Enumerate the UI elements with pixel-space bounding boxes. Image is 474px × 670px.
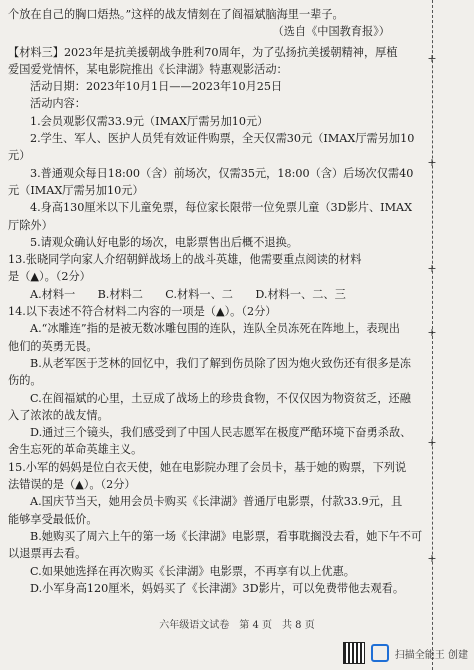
option-a: A.“冰雕连”指的是被无数冰雕包围的连队，连队全员冻死在阵地上，表现出: [30, 322, 400, 336]
scanner-label: 扫描全能王 创建: [394, 649, 468, 661]
exam-text: [8, 6, 426, 597]
rule-item: 5.请观众确认好电影的场次，电影票售出后概不退换。: [30, 235, 298, 249]
scanner-logo-icon: [371, 644, 389, 662]
text-line: 个放在自己的胸口焐热。”这样的战友情刻在了阎福斌脑海里一辈子。: [8, 8, 344, 21]
option-cont: 舍生忘死的革命英雄主义。: [8, 443, 143, 457]
option-c: C.如果她选择在再次购买《长津湖》电影票，不再享有以上优惠。: [30, 564, 355, 578]
margin-mark: +: [427, 552, 437, 565]
rule-item: 1.会员观影仅需33.9元（IMAX厅需另加10元）: [30, 114, 269, 128]
option-cont: 能够享受最低价。: [8, 512, 98, 526]
binding-margin-marks: [427, 0, 439, 670]
margin-mark: +: [427, 156, 437, 169]
option-cont: 入了浓浓的战友情。: [8, 408, 109, 422]
scanner-watermark: [343, 642, 468, 664]
rule-item-cont: 厅除外）: [8, 218, 53, 232]
qr-code-icon: [343, 642, 365, 664]
rule-item-cont: 元）: [8, 149, 31, 163]
option-a: A.国庆节当天，她用会员卡购买《长津湖》普通厅电影票，付款33.9元，且: [30, 495, 403, 509]
option-b: B.从老军医于芝林的回忆中，我们了解到伤员除了因为炮火致伤还有很多是冻: [30, 356, 411, 370]
option-d: D.小军身高120厘米，妈妈买了《长津湖》3D影片，可以免费带他去观看。: [30, 581, 405, 595]
source-citation: （选自《中国教育报》）: [272, 25, 390, 39]
question-15-cont: 法错误的是（▲）。（2分）: [8, 478, 136, 492]
option-cont: 他们的英勇无畏。: [8, 339, 98, 353]
material-three-heading: 【材料三】2023年是抗美援朝战争胜利70周年，为了弘扬抗美援朝精神，厚植: [8, 45, 398, 59]
option-c: C.在阎福斌的心里，土豆成了战场上的珍贵食物，不仅仅因为物资贫乏，还融: [30, 391, 411, 405]
margin-mark: +: [427, 326, 437, 339]
rule-item: 3.普通观众每日18:00（含）前场次，仅需35元，18:00（含）后场次仅需40: [30, 166, 414, 180]
question-13-options: A.材料一 B.材料二 C.材料一、二 D.材料一、二、三: [30, 287, 346, 301]
rule-item: 4.身高130厘米以下儿童免票，每位家长限带一位免票儿童（3D影片、IMAX: [30, 201, 413, 215]
rule-item: 2.学生、军人、医护人员凭有效证件购票，全天仅需30元（IMAX厅需另加10: [30, 132, 415, 146]
question-15: 15.小军的妈妈是位白衣天使，她在电影院办理了会员卡，基于她的购票，下列说: [8, 460, 407, 474]
rule-item-cont: 元（IMAX厅需另加10元）: [8, 183, 144, 197]
margin-mark: +: [427, 262, 437, 275]
activity-content-label: 活动内容：: [30, 97, 86, 111]
option-cont: 伤的。: [8, 374, 42, 388]
question-13-cont: 是（▲）。（2分）: [8, 270, 91, 284]
option-b: B.她购买了周六上午的第一场《长津湖》电影票，看事耽搁没去看，她下午不可: [30, 529, 423, 543]
option-cont: 以退票再去看。: [8, 547, 87, 561]
activity-date: 活动日期：2023年10月1日——2023年10月25日: [30, 80, 283, 94]
margin-mark: +: [427, 52, 437, 65]
question-14: 14.以下表述不符合材料二内容的一项是（▲）。（2分）: [8, 305, 277, 319]
margin-mark: +: [427, 436, 437, 449]
text-line: 爱国爱党情怀，某电影院推出《长津湖》特惠观影活动：: [8, 62, 288, 76]
question-13: 13.张晓同学向家人介绍朝鲜战场上的战斗英雄，他需要重点阅读的材料: [8, 253, 362, 267]
page-footer: 六年级语文试卷 第 4 页 共 8 页: [159, 620, 315, 631]
option-d: D.通过三个镜头，我们感受到了中国人民志愿军在极度严酷环境下奋勇杀敌、: [30, 426, 412, 440]
